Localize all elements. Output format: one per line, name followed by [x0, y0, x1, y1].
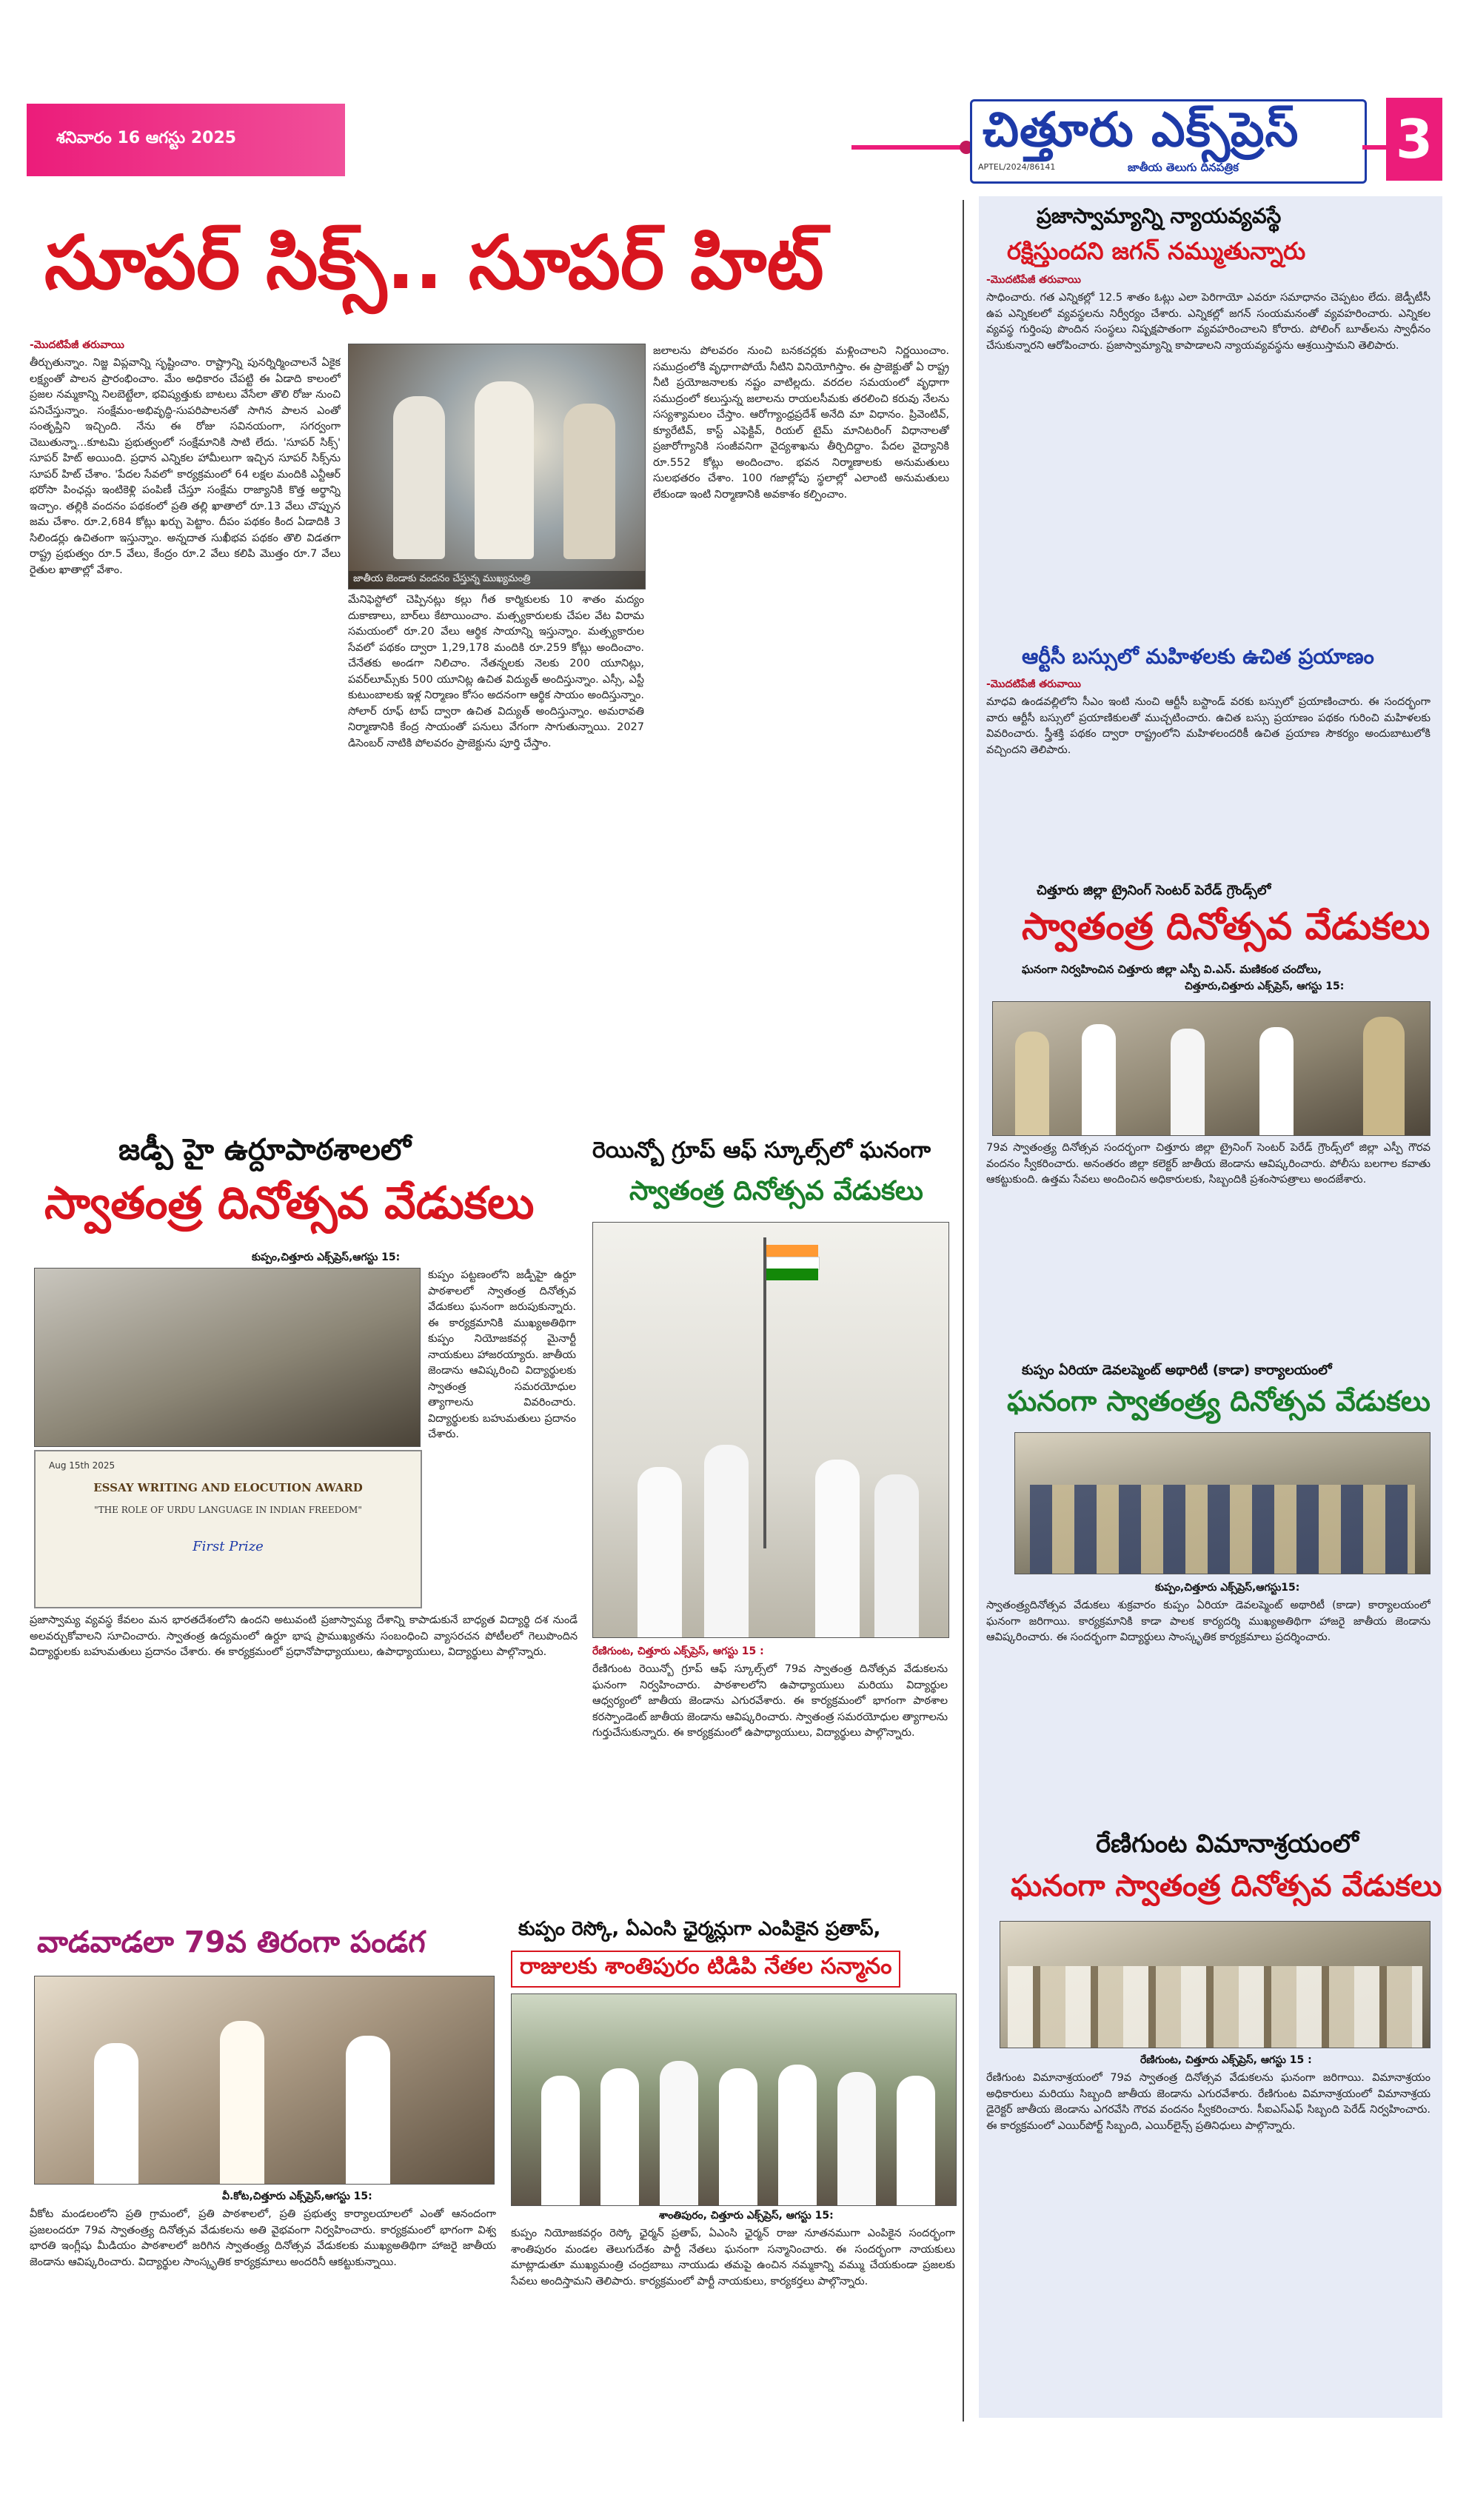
rc-s1-headline-1: ప్రజాస్వామ్యాన్ని న్యాయవ్యవస్థే [1037, 204, 1282, 228]
date-banner [27, 104, 345, 176]
paper-logo [970, 99, 1367, 184]
rc-s3-dateline: చిత్తూరు,చిత్తూరు ఎక్స్‌ప్రెస్, ఆగస్టు 15: [1185, 980, 1345, 992]
rc-s3-body: 79వ స్వాతంత్ర్య దినోత్సవ సందర్భంగా చిత్తూరు జిల్లా ట్రైనింగ్ సెంటర్ పెరేడ్ గ్రౌండ్స్‌లో జిల్లా ఎస్పీ గౌరవ వందనం స్వీకరించారు. అనంతరం జిల్లా కలెక్టర్ జాతీయ జెండాను ఆవిష్కరించారు. పోలీసు బలగాల కవాతు ఆకట్టుకుంది. ఉత్తమ సేవలు అందించిన అధికారులకు, సిబ్బందికి ప్రశంసాపత్రాలు అందజేశారు. [986, 1142, 1430, 1186]
rc-s2-body: మాధవి ఉండవల్లిలోని సీఎం ఇంటి నుంచి ఆర్టీసీ బస్టాండ్ వరకు బస్సులో ప్రయాణించారు. ఈ సందర్భంగా వారు ఆర్టీసీ బస్సులో ప్రయాణికులతో ముచ్చటించారు. ఉచిత బస్సు ప్రయాణం పథకం గురించి మహిళలకు వివరించారు. స్త్రీశక్తి పథకం ద్వారా రాష్ట్రంలోని మహిళలందరికీ ఉచిత ప్రయాణ సౌకర్యం అందుబాటులోకి వచ్చిందని తెలిపారు. [986, 696, 1430, 756]
lead-photo [348, 344, 646, 589]
rc-s5-headline-1: రేణిగుంట విమానాశ్రయంలో [1096, 1829, 1359, 1859]
rc-s4-photo [1014, 1432, 1430, 1574]
rc-s2-headline: ఆర్టీసీ బస్సులో మహిళలకు ఉచిత ప్రయాణం [1022, 644, 1374, 669]
rc-s1-body: సాధించారు. గత ఎన్నికల్లో 12.5 శాతం ఓట్లు ఎలా పెరిగాయో ఎవరూ సమాధానం చెప్పటం లేదు. జెడ్పీటీసీ ఉప ఎన్నికలలో వ్యవస్థలను నిర్వీర్యం చేశారు. ఎన్నికల్లో జగన్ సంయమనంతో వ్యవహరించారు. ఎన్నికల వ్యవస్థ గుర్తింపు పొందిన సంస్థలు నిష్పక్షపాతంగా వ్యవహరించాలని కోరారు. పోలింగ్ బూత్‌లను స్వాధీనం చేసుకున్నారని ఆరోపించారు. ప్రజాస్వామ్యాన్ని కాపాడాలని న్యాయవ్యవస్థను ఆశ్రయిస్తామని తెలిపారు. [986, 292, 1430, 352]
paper-name: చిత్తూరు ఎక్స్‌ప్రెస్ [983, 103, 1299, 158]
issue-date: శనివారం 16 ఆగస్టు 2025 [56, 129, 237, 147]
rc-s3-subhead: ఘనంగా నిర్వహించిన చిత్తూరు జిల్లా ఎస్పీ వి.ఎన్. మణికంఠ చందోలు, [1022, 963, 1322, 976]
certificate-subtitle: "THE ROLE OF URDU LANGUAGE IN INDIAN FREEDOM" [94, 1505, 362, 1515]
rc-s1-headline-2: రక్షిస్తుందని జగన్ నమ్ముతున్నారు [1007, 237, 1306, 265]
rc-s5-headline-2: ఘనంగా స్వాతంత్ర దినోత్సవ వేడుకలు [1011, 1869, 1442, 1903]
rc-s2-dateline: -మొదటిపేజీ తరువాయి [986, 678, 1081, 690]
resco-photo [511, 1993, 957, 2206]
lead-col-1: తీర్చుతున్నాం. నిజ్జ విప్లవాన్ని సృష్టించాం. రాష్ట్రాన్ని పునర్నిర్మించాలనే ఏకైక లక్ష్యంతో పాలన ప్రారంభించాం. మేం అధికారం చేపట్టి ఈ ఏడాది కాలంలో ప్రజల నమ్మకాన్ని నిలబెట్టేలా, భవిష్యత్తుకు బాటలు వేసేలా తొలి రోజు నుంచి పనిచేస్తున్నాం. సంక్షేమం-అభివృద్ధి-సుపరిపాలనతో సాగిన పాలన ఎంతో సంతృప్తిని ఇచ్చింది. నేను ఈ రోజు సవినయంగా, సగర్వంగా చెబుతున్నా...కూటమి ప్రభుత్వంలో సంక్షేమానికి సాటి లేదు. 'సూపర్ సిక్స్' సూపర్ హిట్ అయింది. ప్రధాన ఎన్నికల హామీలుగా ఇచ్చిన సూపర్ సిక్స్‌ను సూపర్ హిట్ చేశాం. 'పేదల సేవలో' కార్యక్రమంలో 64 లక్షల మందికి ఎన్టీఆర్ భరోసా పింఛన్లు ఇంటికెళ్లి పంపిణీ చేస్తూ సంక్షేమ రాజ్యానికి కొత్త అర్థాన్ని ఇచ్చాం. తల్లికి వందనం పథకంలో ప్రతి తల్లి ఖాతాలో రూ.13 వేలు చొప్పున జమ చేశాం. రూ.2,684 కోట్లు ఖర్చు పెట్టాం. దీపం పథకం కింద ఏడాదికి 3 సిలిండర్లు ఉచితంగా ఇస్తున్నాం. అన్నదాత సుఖీభవ పథకం తొలి విడతగా రాష్ట్ర ప్రభుత్వం రూ.5 వేలు, కేంద్రం రూ.2 వేలు కలిపి మొత్తం రూ.7 వేలు రైతుల ఖాతాల్లో వేశాం. [30, 357, 341, 576]
resco-body: కుప్పం నియోజకవర్గం రెస్కో ఛైర్మన్ ప్రతాప్, ఏఎంసి ఛైర్మన్ రాజు నూతనముగా ఎంపికైన సందర్భంగా శాంతిపురం మండల తెలుగుదేశం పార్టీ నేతలు ఘనంగా సన్మానించారు. ఈ సందర్భంగా నాయకులు మాట్లాడుతూ ముఖ్యమంత్రి చంద్రబాబు నాయుడు తమపై ఉంచిన నమ్మకాన్ని వమ్ము చేయకుండా ప్రజలకు సేవలు అందిస్తామని తెలిపారు. కార్యక్రమంలో పార్టీ నాయకులు, కార్యకర్తలు పాల్గొన్నారు. [511, 2227, 955, 2287]
rc-s4-body: స్వాతంత్ర్యదినోత్సవ వేడుకలు శుక్రవారం కుప్పం ఏరియా డెవలప్మెంట్ అథారిటీ (కాడా) కార్యాలయంలో ఘనంగా జరిగాయి. కార్యక్రమానికి కాడా పాలక కార్యదర్శి ముఖ్యఅతిథిగా హాజరై జాతీయ జెండాను ఆవిష్కరించారు. ఈ సందర్భంగా విద్యార్థులు సాంస్కృతిక కార్యక్రమాలు ప్రదర్శించారు. [986, 1600, 1430, 1643]
resco-headline-1: కుప్పం రెస్కో, ఏఎంసి ఛైర్మన్లుగా ఎంపికైన ప్రతాప్, [518, 1918, 881, 1940]
rc-s1-dateline: -మొదటిపేజీ తరువాయి [986, 274, 1081, 286]
vadavada-photo [34, 1976, 495, 2185]
certificate-prize: First Prize [193, 1539, 264, 1554]
lead-photo-caption: జాతీయ జెండాకు వందనం చేస్తున్న ముఖ్యమంత్రి [349, 571, 645, 589]
zp-certificate [34, 1450, 422, 1608]
rainbow-headline-2: స్వాతంత్ర దినోత్సవ వేడుకలు [629, 1176, 923, 1206]
lead-col-3: మేనిఫెస్టోలో చెప్పినట్లు కల్లు గీత కార్మికులకు 10 శాతం మద్యం దుకాణాలు, బార్‌లు కేటాయించాం. మత్స్యకారులకు చేపల వేట విరామ సమయంలో రూ.20 వేలు ఆర్థిక సాయాన్ని ఇస్తున్నాం. మత్స్యకారుల సేవలో పథకం ద్వారా 1,29,178 మందికి రూ.259 కోట్లు అందించాం. చేనేతకు అండగా నిలిచాం. నేతన్నలకు నెలకు 200 యూనిట్లు, పవర్‌లూమ్స్‌కు 500 యూనిట్ల ఉచిత విద్యుత్ అందిస్తున్నాం. ఎస్సీ, ఎస్టీ కుటుంబాలకు ఇళ్ల నిర్మాణం కోసం అదనంగా ఆర్థిక సాయం అందిస్తున్నాం. సోలార్ రూఫ్ టాప్ ద్వారా ఉచిత విద్యుత్ అందిస్తున్నాం. అమరావతి నిర్మాణానికి కేంద్ర సాయంతో పనులు వేగంగా సాగుతున్నాయి. 2027 డిసెంబర్ నాటికి పోలవరం ప్రాజెక్టును పూర్తి చేస్తాం. [348, 594, 644, 749]
rc-s5-photo [1000, 1921, 1430, 2048]
reg-number: APTEL/2024/86141 [978, 162, 1056, 172]
certificate-title: ESSAY WRITING AND ELOCUTION AWARD [93, 1481, 363, 1494]
resco-dateline: శాంతిపురం, చిత్తూరు ఎక్స్‌ప్రెస్, ఆగస్టు 15: [659, 2210, 834, 2222]
certificate-date: Aug 15th 2025 [49, 1460, 116, 1471]
page-number-box [1386, 98, 1442, 181]
masthead-rule-left [851, 145, 963, 150]
rc-s4-dateline: కుప్పం,చిత్తూరు ఎక్స్‌ప్రెస్,ఆగస్టు15: [1155, 1582, 1300, 1594]
vadavada-headline: వాడవాడలా 79వ తిరంగా పండగ [37, 1925, 426, 1959]
rainbow-dateline: రేణిగుంట, చిత్తూరు ఎక్స్‌ప్రెస్, ఆగస్టు 15 : [592, 1645, 764, 1657]
rc-s5-dateline: రేణిగుంట, చిత్తూరు ఎక్స్‌ప్రెస్, ఆగస్టు 15 : [1140, 2054, 1312, 2066]
rc-s3-photo [992, 1001, 1430, 1136]
rainbow-headline-1: రెయిన్బో గ్రూప్ ఆఫ్ స్కూల్స్‌లో ఘనంగా [592, 1137, 931, 1163]
zp-headline-2: స్వాతంత్ర దినోత్సవ వేడుకలు [44, 1177, 535, 1229]
zp-photo [34, 1268, 421, 1447]
zp-body-side: కుప్పం పట్టణంలోని జడ్పీహై ఉర్దూ పాఠశాలలో స్వాతంత్ర దినోత్సవ వేడుకలు ఘనంగా జరుపుకున్నారు. ఈ కార్యక్రమానికి ముఖ్యఅతిథిగా కుప్పం నియోజకవర్గ మైనార్టీ నాయకులు హాజరయ్యారు. జాతీయ జెండాను ఆవిష్కరించి విద్యార్థులకు స్వాతంత్ర సమరయోధుల త్యాగాలను వివరించారు. విద్యార్థులకు బహుమతులు ప్రదానం చేశారు. [428, 1269, 576, 1440]
rc-s3-headline: స్వాతంత్ర దినోత్సవ వేడుకలు [1022, 905, 1430, 948]
zp-body-bottom: ప్రజాస్వామ్య వ్యవస్థ కేవలం మన భారతదేశంలోని ఉందని అటువంటి ప్రజాస్వామ్య దేశాన్ని కాపాడుకునే బాధ్యత విద్యార్థి దశ నుండే అలవర్చుకోవాలని సూచించారు. స్వాతంత్ర ఉద్యమంలో ఉర్దూ భాష ప్రాముఖ్యతను సంబంధించి వ్యాసరచన పోటీలలో గెలుపొందిన విద్యార్థులకు బహుమతులు ప్రదానం చేశారు. ఈ కార్యక్రమంలో ప్రధానోపాధ్యాయులు, ఉపాధ్యాయులు, విద్యార్థులు పాల్గొన్నారు. [30, 1614, 578, 1658]
lead-dateline: -మొదటిపేజీ తరువాయి [30, 339, 124, 351]
masthead-rule-right [1362, 145, 1389, 150]
lead-headline: సూపర్ సిక్స్.. సూపర్ హిట్ [44, 219, 824, 306]
column-rule [963, 200, 964, 2422]
zp-dateline: కుప్పం,చిత్తూరు ఎక్స్‌ప్రెస్,ఆగస్టు 15: [252, 1251, 401, 1263]
rc-s5-body: రేణిగుంట విమానాశ్రయంలో 79వ స్వాతంత్ర దినోత్సవ వేడుకలను ఘనంగా జరిగాయి. విమానాశ్రయం అధికారులు మరియు సిబ్బంది జాతీయ జెండాను ఎగురవేశారు. రేణిగుంట విమానాశ్రయంలో విమానాశ్రయ డైరెక్టర్ జాతీయ జెండాను ఎగరవేసి గౌరవ వందనం స్వీకరించారు. సీఐఎస్ఎఫ్ సిబ్బంది పెరేడ్ నిర్వహించారు. ఈ కార్యక్రమంలో ఎయిర్‌పోర్ట్ సిబ్బంది, ఎయిర్‌లైన్స్ ప్రతినిధులు పాల్గొన్నారు. [986, 2072, 1430, 2132]
rc-s4-headline: ఘనంగా స్వాతంత్ర్య దినోత్సవ వేడుకలు [1007, 1385, 1430, 1417]
resco-headline-2: రాజులకు శాంతిపురం టిడిపి నేతల సన్మానం [511, 1951, 900, 1988]
paper-tagline: జాతీయ తెలుగు దినపత్రిక [1128, 161, 1239, 174]
rainbow-photo [592, 1222, 949, 1638]
vadavada-dateline: వీ.కోట,చిత్తూరు ఎక్స్‌ప్రెస్,ఆగస్టు 15: [222, 2190, 372, 2202]
rc-s4-kicker: కుప్పం ఏరియా డెవలప్మెంట్ అథారిటీ (కాడా) కార్యాలయంలో [1022, 1363, 1332, 1378]
rainbow-body: రేణిగుంట రెయిన్బో గ్రూప్ ఆఫ్ స్కూల్స్‌లో 79వ స్వాతంత్ర దినోత్సవ వేడుకలను ఘనంగా నిర్వహించారు. పాఠశాలలోని ఉపాధ్యాయులు మరియు విద్యార్థుల ఆధ్వర్యంలో జాతీయ జెండాను ఎగురవేశారు. ఈ కార్యక్రమంలో భాగంగా పాఠశాల కరస్పాండెంట్ జాతీయ జెండాను ఆవిష్కరించారు. స్వాతంత్ర సమరయోధుల త్యాగాలను గుర్తుచేసుకున్నారు. ఈ కార్యక్రమంలో ఉపాధ్యాయులు, విద్యార్థులు పాల్గొన్నారు. [592, 1663, 948, 1739]
vadavada-body: వీకోట మండలంలోని ప్రతి గ్రామంలో, ప్రతి పాఠశాలలో, ప్రతి ప్రభుత్వ కార్యాలయాలలో ఎంతో ఆనందంగా ప్రజలందరూ 79వ స్వాతంత్ర్య దినోత్సవ వేడుకలను అతి వైభవంగా నిర్వహించారు. కార్యక్రమంలో భాగంగా విశ్వ భారతి ఇంగ్లీషు మీడియం పాఠశాలలో జరిగిన స్వాతంత్ర్య దినోత్సవ వేడుకలకు ముఖ్యఅతిథిగా హాజరై జాతీయ జెండాను ఆవిష్కరించారు. విద్యార్థుల సాంస్కృతిక కార్యక్రమాలు అందరినీ ఆకట్టుకున్నాయి. [30, 2208, 496, 2268]
rc-s3-kicker: చిత్తూరు జిల్లా ట్రైనింగ్ సెంటర్ పెరేడ్ గ్రౌండ్స్‌లో [1037, 883, 1271, 898]
lead-col-2: జలాలను పోలవరం నుంచి బనకచర్లకు మళ్లించాలని నిర్ణయించాం. సముద్రంలోకి వృధాగాపోయే నీటిని వినియోగిస్తాం. ఈ ప్రాజెక్టుతో ఏ రాష్ట్ర నీటి ప్రయోజనాలకు నష్టం వాటిల్లదు. వరదల సమయంలో వృధాగా సముద్రంలో కలుస్తున్న జలాలను రాయలసీమకు తరలించి కరువు నేలను సస్యశ్యామలం చేస్తాం. ఆరోగ్యాంధ్రప్రదేశ్ అనేది మా విధానం. ప్రివెంటివ్, క్యూరేటివ్, కాస్ట్ ఎఫెక్టివ్, రియల్ టైమ్ మానిటరింగ్ విధానాలతో ప్రజారోగ్యానికి సంజీవనిగా వైద్యశాఖను తీర్చిదిద్దాం. పేదల వైద్యానికి రూ.552 కోట్లు అందించాం. భవన నిర్మాణాలకు అనుమతులు సులభతరం చేశాం. 100 గజాల్లోపు స్థలాల్లో ఎలాంటి అనుమతులు లేకుండా ఇంటి నిర్మాణానికి అవకాశం కల్పించాం. [653, 345, 949, 501]
zp-headline-1: జడ్పీ హై ఉర్దూపాఠశాలలో [118, 1133, 412, 1167]
page-number: 3 [1395, 108, 1433, 170]
